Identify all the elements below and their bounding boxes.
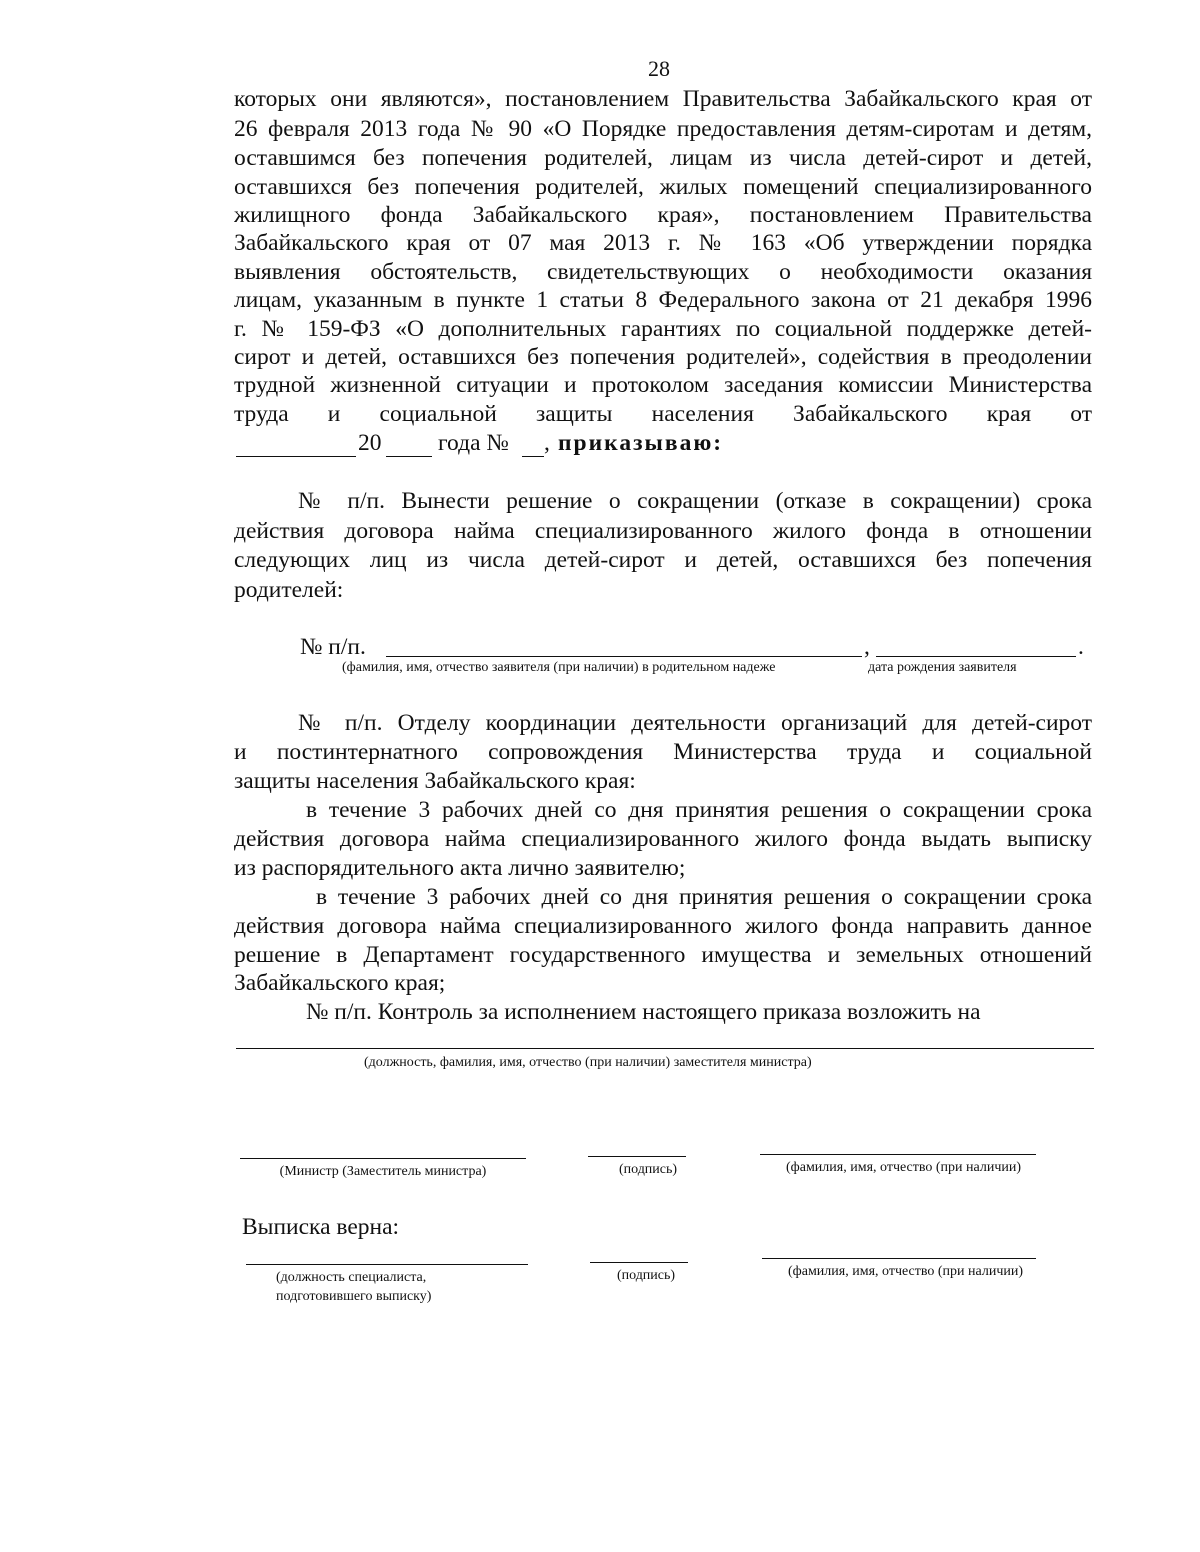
para3-line: в течение 3 рабочих дней со дня принятия решения о сокращении срока [306, 797, 1092, 823]
caption-applicant-name: (фамилия, имя, отчество заявителя (при наличии) в родительном надеже [342, 660, 776, 675]
order-word: приказываю: [558, 430, 724, 456]
signature-blank [588, 1156, 686, 1157]
para1-line: г. № 159-ФЗ «О дополнительных гарантиях по социальной поддержке детей- [234, 316, 1092, 342]
para3-line: решение в Департамент государственного имущества и земельных отношений [234, 942, 1092, 968]
fullname-blank [760, 1154, 1036, 1155]
specialist-blank [246, 1264, 528, 1265]
para1-line: которых они являются», постановлением Правительства Забайкальского края от [234, 86, 1092, 112]
caption-specialist-line1: (должность специалиста, [276, 1270, 427, 1285]
name-blank [386, 656, 862, 657]
caption-minister: (Министр (Заместитель министра) [279, 1164, 487, 1179]
para1-line: Забайкальского края от 07 мая 2013 г. № 163 «Об утверждении порядка [234, 230, 1092, 256]
entry-comma: , [864, 634, 870, 660]
year-blank [386, 456, 432, 457]
para1-line: 26 февраля 2013 года № 90 «О Порядке предоставления детям-сиротам и детям, [234, 116, 1092, 142]
year-prefix: 20 [358, 430, 382, 456]
extract-signature-blank [590, 1262, 688, 1263]
entry-period: . [1078, 634, 1084, 660]
para3-line: № п/п. Контроль за исполнением настоящего приказа возложить на [306, 999, 981, 1025]
caption-signature: (подпись) [618, 1162, 678, 1177]
deputy-blank [236, 1048, 1094, 1049]
para3-line: в течение 3 рабочих дней со дня принятия решения о сокращении срока [316, 884, 1092, 910]
para3-line: защиты населения Забайкальского края: [234, 768, 636, 794]
caption-birthdate: дата рождения заявителя [868, 660, 1017, 675]
para3-line: действия договора найма специализированного жилого фонда выдать выписку [234, 826, 1092, 852]
year-suffix: года № [438, 430, 509, 456]
date-blank [236, 456, 356, 457]
extract-title: Выписка верна: [242, 1214, 400, 1240]
caption-specialist-line2: подготовившего выписку) [276, 1289, 432, 1304]
extract-fullname-blank [762, 1258, 1036, 1259]
entry-prefix: № п/п. [300, 634, 366, 660]
para1-line: трудной жизненной ситуации и протоколом заседания комиссии Министерства [234, 372, 1092, 398]
date-comma: , [544, 430, 550, 456]
para1-line: выявления обстоятельств, свидетельствующих о необходимости оказания [234, 259, 1092, 285]
para3-line: и постинтернатного сопровождения Министерства труда и социальной [234, 739, 1092, 765]
para1-line: оставшихся без попечения родителей, жилых помещений специализированного [234, 174, 1092, 200]
caption-extract-signature: (подпись) [616, 1268, 676, 1283]
page-number: 28 [648, 56, 670, 81]
para1-line: сирот и детей, оставшихся без попечения родителей», содействия в преодолении [234, 344, 1092, 370]
para3-line: действия договора найма специализированного жилого фонда направить данное [234, 913, 1092, 939]
para2-line: № п/п. Вынести решение о сокращении (отказе в сокращении) срока [298, 488, 1092, 514]
number-blank [522, 456, 544, 457]
caption-deputy: (должность, фамилия, имя, отчество (при наличии) заместителя министра) [364, 1055, 812, 1070]
para1-line: труда и социальной защиты населения Забайкальского края от [234, 401, 1092, 427]
para1-line: оставшимся без попечения родителей, лицам из числа детей-сирот и детей, [234, 145, 1092, 171]
caption-extract-fullname: (фамилия, имя, отчество (при наличии) [788, 1264, 1024, 1279]
para3-line: из распорядительного акта лично заявителю; [234, 855, 686, 881]
para3-line: № п/п. Отделу координации деятельности организаций для детей-сирот [298, 710, 1092, 736]
para1-line: лицам, указанным в пункте 1 статьи 8 Федерального закона от 21 декабря 1996 [234, 287, 1092, 313]
para2-line: родителей: [234, 577, 344, 603]
para2-line: действия договора найма специализированного жилого фонда в отношении [234, 518, 1092, 544]
para2-line: следующих лиц из числа детей-сирот и детей, оставшихся без попечения [234, 547, 1092, 573]
para1-line: жилищного фонда Забайкальского края», постановлением Правительства [234, 202, 1092, 228]
minister-blank [240, 1158, 526, 1159]
birthdate-blank [876, 656, 1076, 657]
para3-line: Забайкальского края; [234, 970, 446, 996]
caption-fullname: (фамилия, имя, отчество (при наличии) [786, 1160, 1022, 1175]
